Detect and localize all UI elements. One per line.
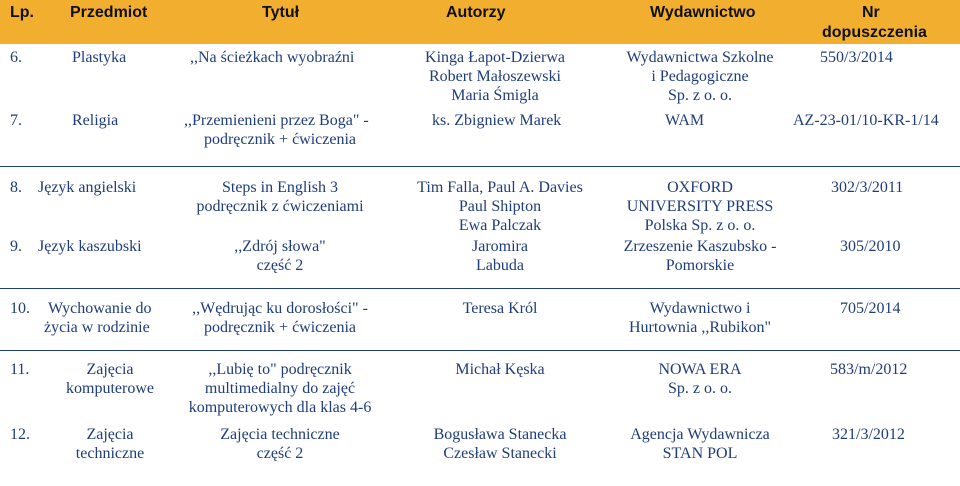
row-10-title-1: ,,Wędrując ku dorosłości" - (192, 300, 368, 317)
row-7-lp: 7. (10, 112, 22, 129)
row-12-subject-1: Zajęcia (86, 426, 134, 443)
row-11-title-2: multimedialny do zajęć (204, 380, 356, 397)
row-7-nr: AZ-23-01/10-KR-1/14 (793, 112, 939, 129)
row-8-author-2: Paul Shipton (458, 198, 542, 215)
row-10-publisher-1: Wydawnictwo i (649, 300, 751, 317)
row-7-author: ks. Zbigniew Marek (432, 112, 562, 129)
row-6-publisher-2: i Pedagogiczne (651, 68, 749, 85)
row-7-publisher: WAM (665, 112, 705, 129)
row-9-nr: 305/2010 (840, 238, 901, 255)
row-divider (0, 288, 960, 289)
row-6-publisher-3: Sp. z o. o. (668, 87, 732, 104)
row-10-lp: 10. (10, 300, 30, 317)
header-dopuszczenia: dopuszczenia (822, 24, 927, 41)
row-8-publisher-2: UNIVERSITY PRESS (626, 198, 774, 215)
row-8-title-1: Steps in English 3 (221, 179, 338, 196)
row-10-nr: 705/2014 (840, 300, 901, 317)
row-12-author-2: Czesław Stanecki (443, 445, 557, 462)
row-11-subject-1: Zajęcia (86, 361, 134, 378)
row-8-author-1: Tim Falla, Paul A. Davies (417, 179, 583, 196)
row-10-subject-1: Wychowanie do (48, 300, 152, 317)
row-12-publisher-1: Agencja Wydawnicza (630, 426, 770, 443)
row-10-publisher-2: Hurtownia ,,Rubikon" (628, 319, 772, 336)
row-8-publisher-1: OXFORD (667, 179, 733, 196)
header-lp: Lp. (10, 4, 34, 21)
row-9-author-1: Jaromira (472, 238, 528, 255)
row-6-subject: Plastyka (72, 49, 127, 66)
row-8-title-2: podręcznik z ćwiczeniami (196, 198, 364, 215)
row-11-title-3: komputerowych dla klas 4-6 (188, 399, 372, 416)
row-6-nr: 550/3/2014 (820, 49, 893, 66)
row-12-publisher-2: STAN POL (662, 445, 738, 462)
row-9-title-1: ,,Zdrój słowa" (234, 238, 326, 255)
row-11-nr: 583/m/2012 (830, 361, 908, 378)
row-divider (0, 350, 960, 351)
row-12-lp: 12. (10, 426, 30, 443)
row-9-author-2: Labuda (476, 257, 524, 274)
row-6-author-1: Kinga Łapot-Dzierwa (425, 49, 565, 66)
row-6-author-3: Maria Śmigla (451, 87, 539, 104)
row-7-title-2: podręcznik + ćwiczenia (203, 131, 357, 148)
row-12-nr: 321/3/2012 (832, 426, 905, 443)
row-11-author: Michał Kęska (455, 361, 545, 378)
row-6-lp: 6. (10, 49, 22, 66)
row-8-author-3: Ewa Palczak (458, 217, 542, 234)
row-11-publisher-1: NOWA ERA (658, 361, 742, 378)
row-12-title-2: część 2 (256, 445, 304, 462)
row-7-subject: Religia (72, 112, 119, 129)
row-10-subject-2: życia w rodzinie (44, 319, 150, 336)
row-9-lp: 9. (10, 238, 22, 255)
row-11-subject-2: komputerowe (66, 380, 154, 397)
row-8-lp: 8. (10, 179, 22, 196)
row-6-author-2: Robert Małoszewski (429, 68, 561, 85)
row-9-publisher-1: Zrzeszenie Kaszubsko - (623, 238, 777, 255)
header-tytul: Tytuł (262, 4, 300, 21)
row-12-author-1: Bogusława Stanecka (433, 426, 567, 443)
row-10-author: Teresa Król (462, 300, 538, 317)
row-7-title-1: ,,Przemienieni przez Boga" - (184, 112, 369, 129)
row-8-subject: Język angielski (38, 179, 137, 196)
row-9-subject: Język kaszubski (38, 238, 142, 255)
row-12-title-1: Zajęcia techniczne (220, 426, 340, 443)
table-header (0, 0, 960, 44)
header-wydawnictwo: Wydawnictwo (650, 4, 756, 21)
header-autorzy: Autorzy (446, 4, 506, 21)
row-6-publisher-1: Wydawnictwa Szkolne (626, 49, 774, 66)
row-9-title-2: część 2 (256, 257, 304, 274)
header-nr: Nr (862, 4, 880, 21)
row-11-publisher-2: Sp. z o. o. (668, 380, 732, 397)
row-8-nr: 302/3/2011 (831, 179, 904, 196)
row-6-title: ,,Na ścieżkach wyobraźni (190, 49, 355, 66)
row-10-title-2: podręcznik + ćwiczenia (203, 319, 357, 336)
row-divider (0, 166, 960, 167)
row-9-publisher-2: Pomorskie (665, 257, 735, 274)
row-11-lp: 11. (10, 361, 30, 378)
row-12-subject-2: techniczne (75, 445, 145, 462)
row-11-title-1: ,,Lubię to" podręcznik (208, 361, 352, 378)
row-8-publisher-3: Polska Sp. z o. o. (644, 217, 756, 234)
header-przedmiot: Przedmiot (70, 4, 148, 21)
